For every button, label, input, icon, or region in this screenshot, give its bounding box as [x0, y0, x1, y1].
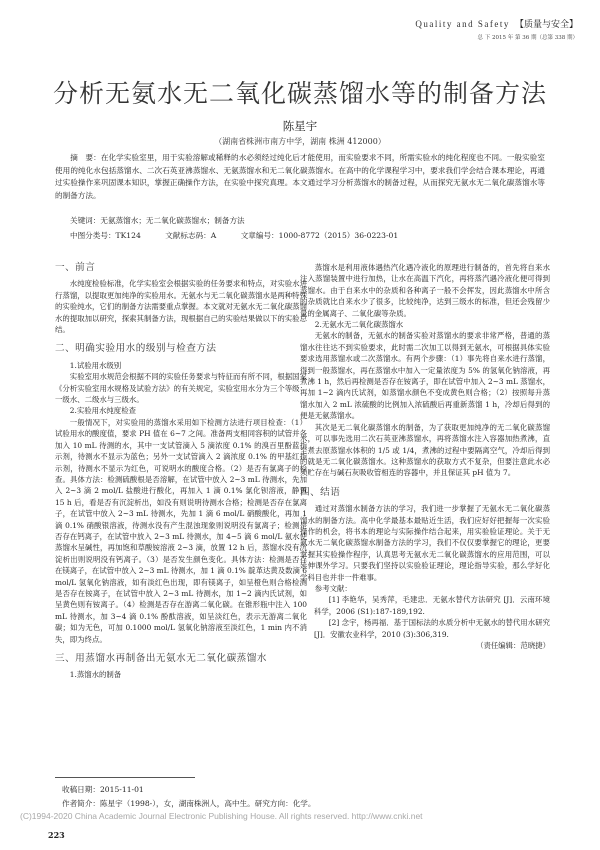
- keywords: 关键词：无氨蒸馏水；无二氧化碳蒸馏水；制备方法: [70, 216, 245, 225]
- paragraph-intro: 水纯度检验标准，化学实验室会根据实验的任务要求和特点，对实验水进行蒸馏，以提取更加纯净的实验用水。无氨水与无二氧化碳蒸馏水是两种特殊的实验纯水，它们的制备方法需要重点掌握。本文就对无氨水无二氧化碳蒸馏水的提取加以研究，探索其制备方法，现根据自己的实验结果做以下的实验总结。: [55, 279, 307, 335]
- author-bio: 作者简介：陈星宇（1998-），女，湖南株洲人，高中生。研究方向：化学。: [62, 799, 316, 808]
- received-date: 收稿日期：2015-11-01: [62, 785, 144, 794]
- journal-header: [278, 12, 578, 41]
- paragraph-purity-check: 一般情况下，对实验用的蒸馏水采用如下检测方法进行项目检查：（1）试验用水的酸度值，要求 PH 值在 6~7 之间。准备两支相同容积的试管并各加入 10 mL 待测的水，其中一支试管滴入 5 滴浓度 0.1% 的溴百里酚蓝指示剂，待测水不显示为蓝色；另外一支试管滴入 2 滴浓度 0.1% 的甲基红指示剂，待测水不显示为红色，可说明水的酸度合格。（2）是否有氯离子的检查。具体方法：检测硫酸根是否溶解，在试管中放入 2~3 mL 待测水，先加入 2~3 滴 2 mol/L 盐酸进行酸化，再加入 1 滴 0.1% 氯化钡溶液，静置 15 h 后，看是否有沉淀析出，如没有则说明待测水合格；检测是否存在氯离子，在试管中放入 2~3 mL 待测水，先加 1 滴 6 mol/L 硝酸酸化，再加 1 滴 0.1% 硝酸银溶液，待测水没有产生混浊现象则说明没有氯离子；检测是否存在钙离子，在试管中放入 2~3 mL 待测水，加 4~5 滴 6 mol/L 氨水使蒸馏水呈碱性，再加饱和草酸铵溶液 2~3 滴，放置 12 h 后，蒸馏水没有沉淀析出则说明没有钙离子。（3）是否发生颜色变化。具体方法：检测是否存在镁离子，在试管中放入 2~3 mL 待测水，加 1 滴 0.1% 靛革达黄及数滴 6 mol/L 氢氧化钠溶液，如有淡红色出现，即有镁离子，如呈橙色则合格检测是否存在铵离子，在试管中放入 2~3 mL 待测水，加 1~2 滴内氏试剂，如呈黄色则有铵离子。（4）检测是否存在游离二氧化碳。在锥形瓶中注入 100 mL 待测水，加 3~4 滴 0.1% 酚酞溶液，如呈淡红色，表示无游离二氧化碳；如为无色，可加 0.1000 mol/L 氢氧化钠溶液至淡红色，1 min 内不消失，即为终点。: [55, 417, 307, 644]
- left-column: [55, 262, 307, 681]
- clc-number: 中图分类号：TK124: [70, 231, 141, 240]
- subheading-water-grade: 1.试验用水级别: [69, 360, 122, 370]
- paragraph-distilled-water: 蒸馏水是利用液体遇热汽化遇冷液化的原理进行制备的，首先将自来水注入蒸馏装置中进行加热，让水在高温下汽化，再将蒸汽遇冷液化便可得到蒸馏水。由于自来水中的杂质和各种离子一般不会挥发，因此蒸馏水中所含的杂质就比自来水少了很多，比较纯净，达到三级水的标准，但还会残留少量的金属离子、二氧化碳等杂质。: [300, 263, 550, 318]
- journal-name-cn: 【质量与安全】: [514, 20, 578, 30]
- subheading-distilled-water: 1.蒸馏水的制备: [69, 670, 122, 680]
- responsible-editor: （责任编辑：范晓捷）: [476, 641, 550, 650]
- paragraph-ammonia-free: 无氨水的制备，无氨水的制备实验对蒸馏水的要求非常严格，普通的蒸馏水往往达不到实验要求，此时需二次加工以得到无氨水，可根据具体实验要求选用蒸馏水或二次蒸馏水。有两个步骤：（1）事先将自来水进行蒸馏，得到一般蒸馏水，再在蒸馏水中加入一定量浓度为 5% 的氢氧化钠溶液，再煮沸 1 h，然后再检测是否存在铵离子，即在试管中加入 2~3 mL 蒸馏水，再加 1~2 滴内氏试剂，如蒸馏水颜色不变成黄色则合格；（2）按照每升蒸馏水加入 2 mL 浓硫酸的比例加入浓硫酸后再重新蒸馏 1 h，冷却后得到的便是无氨蒸馏水。: [300, 331, 550, 421]
- document-code: 文献标志码：A: [165, 231, 217, 240]
- paragraph-co2-free: 其次是无二氧化碳蒸馏水的制备，为了获取更加纯净的无二氧化碳蒸馏水，可以事先选用二次石英亚沸蒸馏水，再将蒸馏水注入容器加热煮沸，直至煮去原蒸馏水体积的 1/5 或 1/4，煮沸的过程中要隔离空气，冷却后得到的就是无二氧化碳蒸馏水。这种蒸馏水的获取方式不复杂，但要注意此水必须贮存在与碱石灰吸收管相连的容器中，并且保证其 pH 值为 7。: [300, 422, 550, 478]
- section-heading-preparation: 三、用蒸馏水再制备出无氨水无二氧化碳蒸馏水: [55, 653, 267, 664]
- right-column: [300, 262, 550, 651]
- copyright-watermark: (C)1994-2020 China Academic Journal Electronic Publishing House. All rights reserved. http://www.cnki.net: [20, 811, 423, 821]
- subheading-ammonia-free: 2.无氨水无二氧化碳蒸馏水: [314, 320, 404, 330]
- article-number: 文章编号：1000-8772（2015）36-0223-01: [240, 231, 399, 240]
- subheading-purity-check: 2.实验用水纯度检查: [69, 406, 136, 416]
- journal-name-en: Quality and Safety: [415, 19, 510, 29]
- author-affiliation: （湖南省株洲市南方中学，湖南 株洲 412000）: [214, 137, 386, 146]
- references-title: 参考文献：: [314, 583, 352, 593]
- article-title: 分析无氨水无二氧化碳蒸馏水等的制备方法: [52, 79, 547, 108]
- reference-item: [1] 李艳华，吴秀萍，毛建忠．无氨水替代方法研究 [J]．云南环境科学，2006 (S1):187-189,192.: [314, 595, 550, 616]
- article-meta: [70, 230, 420, 241]
- page-number: 223: [48, 830, 65, 840]
- paragraph-conclusion: 通过对蒸馏水制备方法的学习，我们进一步掌握了无氨水无二氧化碳蒸馏水的制备方法。高中化学最基本最贴近生活，我们应好好把握每一次实验操作的机会，将书本的理论与实际操作结合起来，用实验验证理论。关于无氨水无二氧化碳蒸馏水制备方法的学习，我们不仅仅要掌握它的理论，更要掌握其实验操作程序，认真思考无氨水无二氧化碳蒸馏水的应用范围，可以延伸课外学习。只要我们坚持以实验验证理论，理论指导实验，那么学好化学科目也并非一件难事。: [300, 504, 550, 582]
- journal-issue: 总 下 2015 年 第 36 期（总第 338 期）: [477, 35, 578, 41]
- section-heading-intro: 一、前言: [55, 262, 96, 273]
- reference-item: [2] 念宇，杨再福．基于国标法的水质分析中无氨水的替代用水研究 [J]．安徽农业科学，2010 (3):306,319.: [314, 618, 550, 639]
- section-heading-clarify: 二、明确实验用水的级别与检查方法: [55, 343, 217, 355]
- section-heading-conclusion: 四、结语: [300, 486, 341, 498]
- paragraph-water-grade: 实验室用水规范会根据不同的实验任务要求与特征而有所不同，根据国家《分析实验室用水规格及试验方法》的有关规定，实验室用水分为三个等级：一级水、二级水与三级水。: [55, 372, 307, 405]
- footnote-divider: [55, 777, 195, 778]
- article-author: 陈星宇: [282, 119, 318, 133]
- abstract: 摘 要：在化学实验室里，用于实验溶解或稀释的水必须经过纯化后才能使用，而实验要求不同，所需实验水的纯化程度也不同。一般实验室使用的纯化水包括蒸馏水、二次石英亚沸蒸馏水、无氨蒸馏水和无二氧化碳蒸馏水。在高中的化学课程学习中，要求我们学会结合课本理论，再通过实验操作来巩固课本知识，掌握正确操作方法，在实验中探究真理。本文通过学习分析蒸馏水的制备过程，从而探究无氨水无二氧化碳蒸馏水等的制备方法。: [55, 153, 545, 200]
